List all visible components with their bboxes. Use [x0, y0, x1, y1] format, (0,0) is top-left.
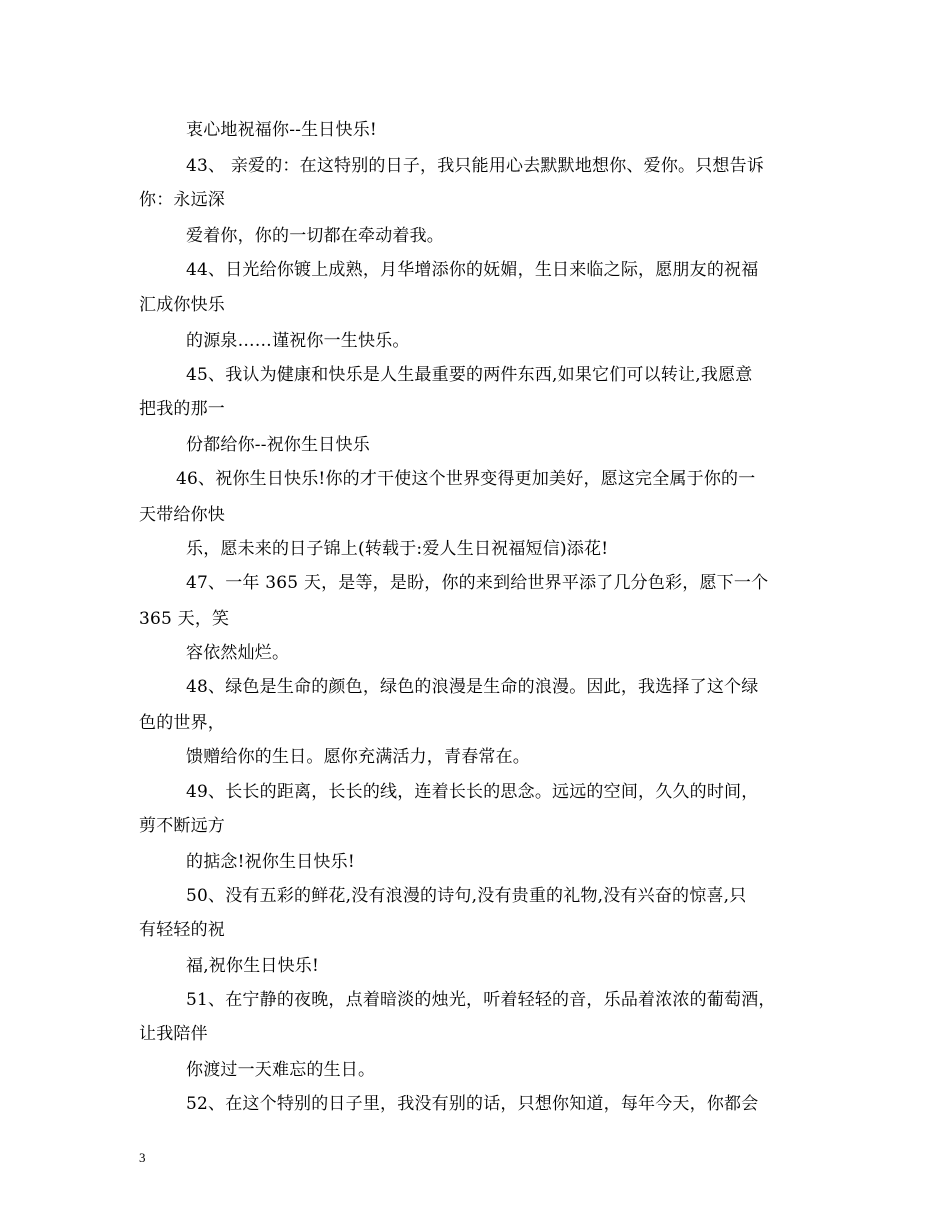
text-line: 你：永远深 [139, 190, 225, 210]
text-line: 51、在宁静的夜晚，点着暗淡的烛光，听着轻轻的音，乐品着浓浓的葡萄酒， [186, 990, 776, 1010]
text-line: 44、日光给你镀上成熟，月华增添你的妩媚，生日来临之际，愿朋友的祝福 [186, 260, 759, 280]
text-line: 色的世界， [139, 713, 225, 733]
text-line: 汇成你快乐 [139, 295, 225, 315]
text-line: 剪不断远方 [139, 816, 225, 836]
text-line: 馈赠给你的生日。愿你充满活力，青春常在。 [186, 747, 530, 767]
text-line: 49、长长的距离，长长的线，连着长长的思念。远远的空间，久久的时间， [186, 782, 759, 802]
page-number: 3 [139, 1150, 146, 1165]
text-line: 把我的那一 [139, 399, 225, 419]
text-line: 48、绿色是生命的颜色，绿色的浪漫是生命的浪漫。因此，我选择了这个绿 [186, 677, 759, 697]
text-line: 47、一年 365 天，是等，是盼，你的来到给世界平添了几分色彩，愿下一个 [186, 573, 769, 593]
text-line: 43、 亲爱的：在这特别的日子，我只能用心去默默地想你、爱你。只想告诉 [186, 156, 765, 176]
text-line: 让我陪伴 [139, 1024, 208, 1044]
text-line: 的源泉……谨祝你一生快乐。 [186, 331, 410, 351]
text-line: 份都给你--祝你生日快乐 [186, 435, 370, 455]
text-line: 的掂念!祝你生日快乐! [186, 852, 355, 872]
text-line: 天带给你快 [139, 505, 225, 525]
text-line: 有轻轻的祝 [139, 920, 225, 940]
text-line: 50、没有五彩的鲜花,没有浪漫的诗句,没有贵重的礼物,没有兴奋的惊喜,只 [186, 886, 747, 906]
text-line: 容依然灿烂。 [186, 643, 290, 663]
text-line: 爱着你，你的一切都在牵动着我。 [186, 226, 444, 246]
text-line: 福,祝你生日快乐! [186, 956, 320, 976]
text-line: 45、我认为健康和快乐是人生最重要的两件东西,如果它们可以转让,我愿意 [186, 365, 753, 385]
text-line: 52、在这个特别的日子里，我没有别的话，只想你知道，每年今天，你都会 [186, 1094, 759, 1114]
text-line: 你渡过一天难忘的生日。 [186, 1060, 376, 1080]
text-line: 衷心地祝福你--生日快乐! [186, 120, 377, 140]
text-line: 46、祝你生日快乐!你的才干使这个世界变得更加美好，愿这完全属于你的一 [176, 469, 756, 489]
text-line: 乐，愿未来的日子锦上(转载于:爱人生日祝福短信)添花! [186, 539, 609, 559]
text-line: 365 天，笑 [139, 609, 230, 629]
